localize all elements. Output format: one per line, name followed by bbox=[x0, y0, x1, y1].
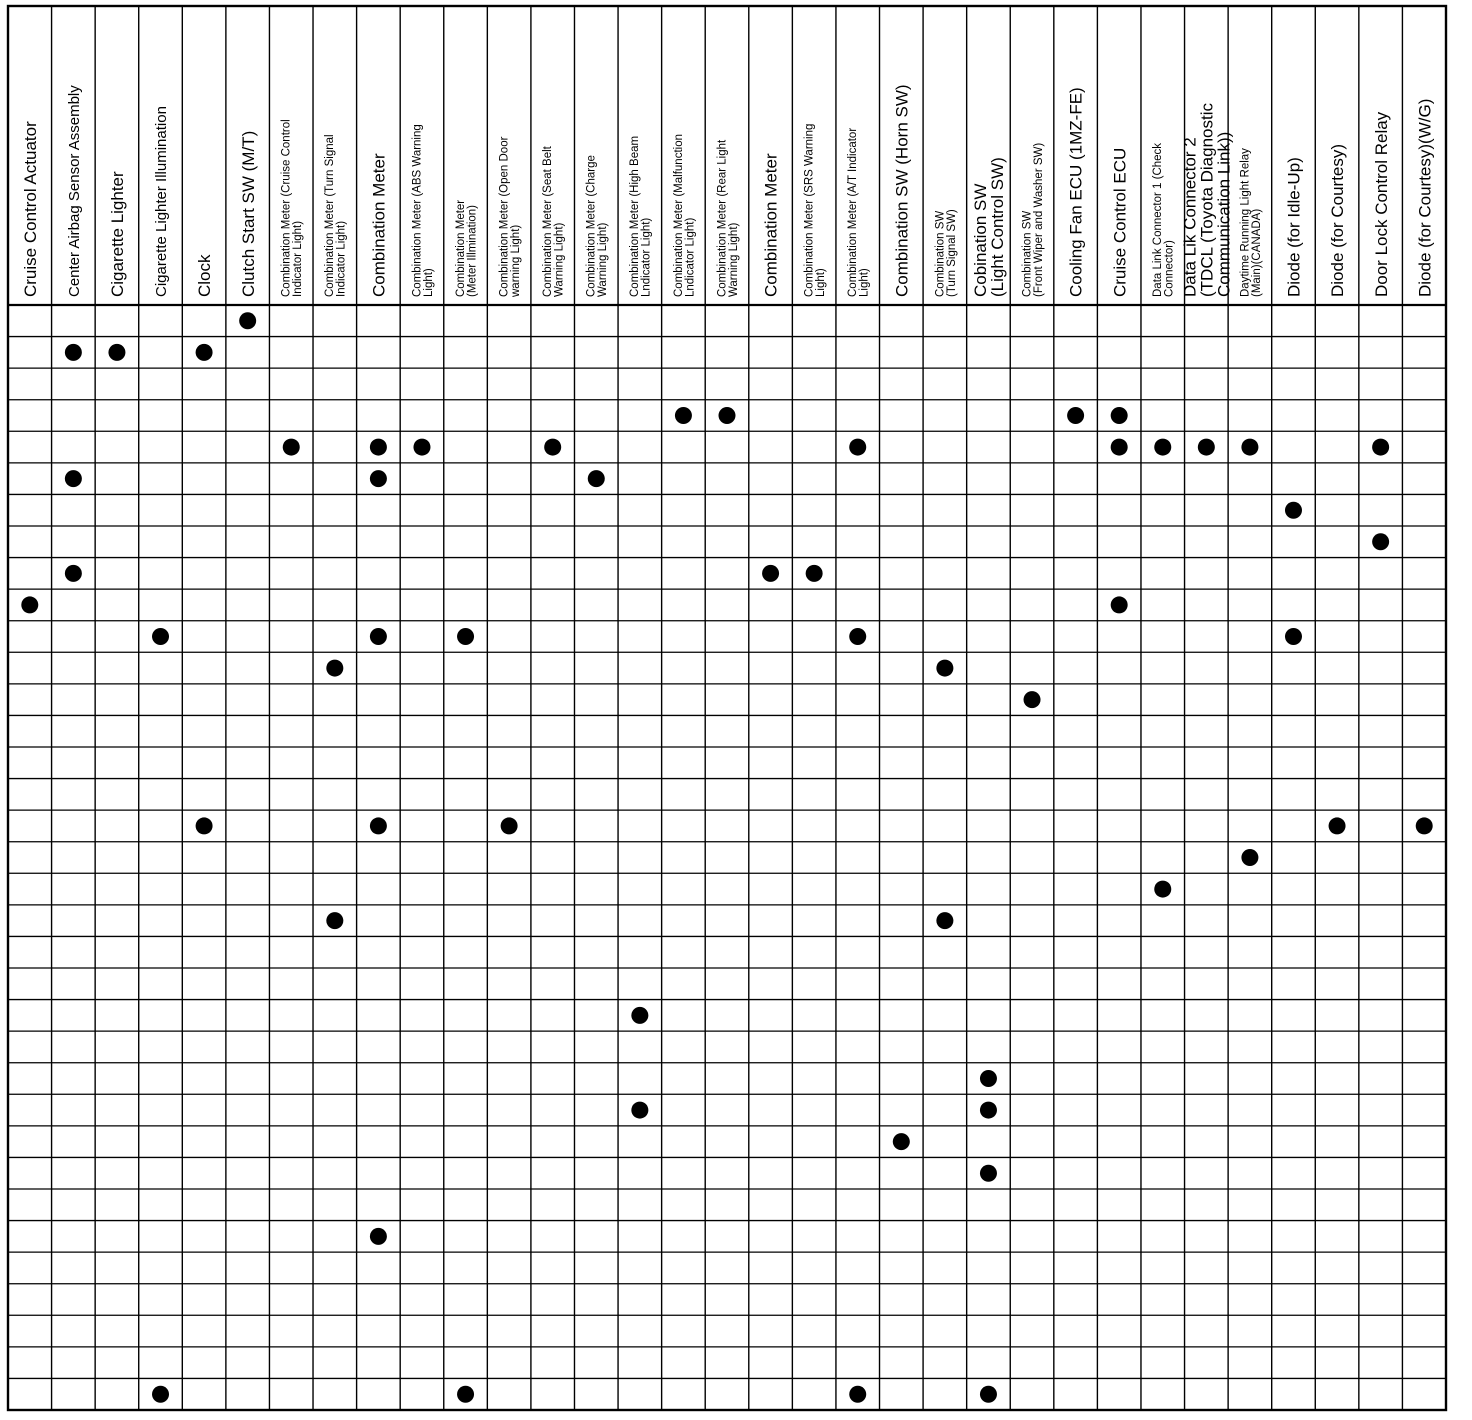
connection-dot-r3-c25 bbox=[1111, 407, 1128, 424]
connection-dot-r1-c2 bbox=[108, 344, 125, 361]
column-header-19-line-1: Light) bbox=[858, 268, 871, 297]
connection-dot-r34-c3 bbox=[152, 1386, 169, 1403]
column-header-23-line-0: Combination SW bbox=[1021, 210, 1034, 297]
connection-dot-r25-c22 bbox=[980, 1102, 997, 1119]
column-header-8-line-0: Combination Meter bbox=[369, 153, 389, 297]
connection-dot-r4-c12 bbox=[544, 439, 561, 456]
column-header-12-line-1: Warning Light) bbox=[553, 222, 566, 297]
column-header-14-line-1: Lndicator Light) bbox=[640, 217, 653, 297]
column-header-21-line-1: (Turn Signal SW) bbox=[945, 209, 958, 297]
connection-dot-r19-c21 bbox=[936, 912, 953, 929]
connection-dot-r3-c24 bbox=[1067, 407, 1084, 424]
connection-dot-r8-c1 bbox=[65, 565, 82, 582]
column-header-14-line-0: Combination Meter (High Beam bbox=[629, 135, 642, 297]
connection-dot-r4-c27 bbox=[1198, 439, 1215, 456]
connection-dot-r4-c8 bbox=[370, 439, 387, 456]
connection-dot-r26-c20 bbox=[893, 1133, 910, 1150]
connection-dot-r1-c4 bbox=[196, 344, 213, 361]
column-header-27-line-1: (TDCL (Toyota Diagnostic bbox=[1197, 103, 1217, 297]
column-header-23-line-1: (Front Wiper and Washer SW) bbox=[1032, 142, 1045, 297]
connection-dot-r9-c0 bbox=[21, 596, 38, 613]
connection-dot-r4-c19 bbox=[849, 439, 866, 456]
column-header-19-line-0: Combination Meter (A/T Indicator bbox=[847, 127, 860, 297]
connection-dot-r10-c10 bbox=[457, 628, 474, 645]
connection-dot-r12-c23 bbox=[1024, 691, 1041, 708]
column-header-26-line-1: Connector) bbox=[1163, 240, 1176, 297]
connection-dot-r16-c30 bbox=[1329, 817, 1346, 834]
column-header-32-line-0: Diode (for Courtesy)(W/G) bbox=[1415, 98, 1435, 297]
column-header-25-line-0: Cruise Control ECU bbox=[1110, 147, 1130, 297]
column-header-29-line-0: Diode (for Idle-Up) bbox=[1284, 157, 1304, 297]
connection-dot-r4-c9 bbox=[413, 439, 430, 456]
connection-dot-r11-c21 bbox=[936, 660, 953, 677]
connection-dot-r0-c5 bbox=[239, 312, 256, 329]
connection-dot-r10-c3 bbox=[152, 628, 169, 645]
column-header-9-line-1: Light) bbox=[422, 268, 435, 297]
connection-dot-r16-c11 bbox=[501, 817, 518, 834]
connection-dot-r34-c19 bbox=[849, 1386, 866, 1403]
connection-dot-r10-c19 bbox=[849, 628, 866, 645]
connection-dot-r9-c25 bbox=[1111, 596, 1128, 613]
connection-dot-r6-c29 bbox=[1285, 502, 1302, 519]
connection-dot-r11-c7 bbox=[326, 660, 343, 677]
column-header-12-line-0: Combination Meter (Seat Belt bbox=[542, 146, 555, 297]
connection-dot-r16-c32 bbox=[1416, 817, 1433, 834]
connection-dot-r27-c22 bbox=[980, 1165, 997, 1182]
column-header-1-line-0: Center Airbag Sensor Assembly bbox=[65, 85, 83, 297]
connection-dot-r4-c31 bbox=[1372, 439, 1389, 456]
connection-dot-r18-c26 bbox=[1154, 881, 1171, 898]
connection-dot-r4-c25 bbox=[1111, 439, 1128, 456]
column-header-6-line-0: Combination Meter (Cruise Control bbox=[280, 119, 293, 297]
column-header-4-line-0: Clock bbox=[195, 254, 215, 297]
connection-dot-r3-c15 bbox=[675, 407, 692, 424]
connection-dot-r10-c8 bbox=[370, 628, 387, 645]
column-header-27-line-2: Communication Link)) bbox=[1214, 131, 1234, 297]
connection-dot-r34-c22 bbox=[980, 1386, 997, 1403]
connection-dot-r5-c8 bbox=[370, 470, 387, 487]
connection-dot-r10-c29 bbox=[1285, 628, 1302, 645]
column-header-3-line-0: Cigarette Lighter Illumination bbox=[152, 106, 170, 297]
column-header-30-line-0: Diode (for Courtesy) bbox=[1328, 143, 1348, 297]
column-header-18-line-0: Combination Meter (SRS Warning bbox=[803, 123, 816, 297]
column-header-28-line-1: (Main)(CANADA) bbox=[1250, 208, 1263, 297]
connection-dot-r34-c10 bbox=[457, 1386, 474, 1403]
connection-dot-r29-c8 bbox=[370, 1228, 387, 1245]
column-header-0-line-0: Cruise Control Actuator bbox=[20, 121, 40, 297]
column-header-2-line-0: Cigarette Lighter bbox=[108, 171, 128, 297]
connection-dot-r3-c16 bbox=[719, 407, 736, 424]
column-header-15-line-0: Combination Meter (Malfunction bbox=[672, 134, 685, 297]
column-header-22-line-0: Cobination SW bbox=[971, 183, 991, 297]
connection-dot-r5-c13 bbox=[588, 470, 605, 487]
connection-dot-r22-c14 bbox=[631, 1007, 648, 1024]
column-header-10-line-1: (Meter Illmination) bbox=[466, 204, 479, 297]
connection-dot-r24-c22 bbox=[980, 1070, 997, 1087]
column-header-13-line-1: Warning Light) bbox=[597, 222, 610, 297]
connection-dot-r1-c1 bbox=[65, 344, 82, 361]
connection-dot-r16-c8 bbox=[370, 817, 387, 834]
column-header-15-line-1: Lndicator Light) bbox=[684, 217, 697, 297]
column-header-6-line-1: Indicator Light) bbox=[292, 220, 305, 297]
column-header-11-line-0: Combination Meter (Open Door bbox=[498, 136, 511, 297]
column-header-24-line-0: Cooling Fan ECU (1MZ-FE) bbox=[1066, 87, 1086, 297]
column-header-13-line-0: Combination Meter (Charge bbox=[585, 155, 598, 297]
column-header-7-line-1: Indicator Light) bbox=[335, 220, 348, 297]
column-header-7-line-0: Combination Meter (Turn Signal bbox=[324, 134, 337, 297]
connection-dot-r7-c31 bbox=[1372, 533, 1389, 550]
column-header-10-line-0: Combination Meter bbox=[454, 199, 467, 297]
connection-dot-r16-c4 bbox=[196, 817, 213, 834]
connection-dot-r4-c26 bbox=[1154, 439, 1171, 456]
connection-dot-r19-c7 bbox=[326, 912, 343, 929]
connection-dot-r25-c14 bbox=[631, 1102, 648, 1119]
column-header-26-line-0: Data Link Connector 1 (Check bbox=[1152, 142, 1165, 297]
column-header-17-line-0: Combination Meter bbox=[761, 153, 781, 297]
column-header-31-line-0: Door Lock Control Relay bbox=[1371, 111, 1391, 297]
column-header-9-line-0: Combination Meter (ABS Warning bbox=[411, 124, 424, 297]
connection-dot-r8-c17 bbox=[762, 565, 779, 582]
connection-dot-r5-c1 bbox=[65, 470, 82, 487]
column-header-28-line-0: Daytime Running Light Relay bbox=[1239, 148, 1252, 297]
column-header-20-line-0: Combination SW (Horn SW) bbox=[892, 84, 912, 297]
column-header-22-line-1: (Light Control SW) bbox=[988, 157, 1008, 297]
connection-dot-r4-c28 bbox=[1241, 439, 1258, 456]
column-header-5-line-0: Clutch Start SW (M/T) bbox=[238, 130, 258, 297]
column-header-27-line-0: Data Lik Connector 2 bbox=[1180, 137, 1200, 297]
column-header-16-line-0: Combination Meter (Rear Light bbox=[716, 139, 729, 297]
column-header-18-line-1: Light) bbox=[815, 268, 828, 297]
column-header-16-line-1: Warning Light) bbox=[727, 222, 740, 297]
column-header-21-line-0: Combination SW bbox=[934, 210, 947, 297]
connection-dot-r8-c18 bbox=[806, 565, 823, 582]
column-header-11-line-1: warning Light) bbox=[510, 224, 523, 297]
connection-dot-r4-c6 bbox=[283, 439, 300, 456]
connection-dot-r17-c28 bbox=[1241, 849, 1258, 866]
